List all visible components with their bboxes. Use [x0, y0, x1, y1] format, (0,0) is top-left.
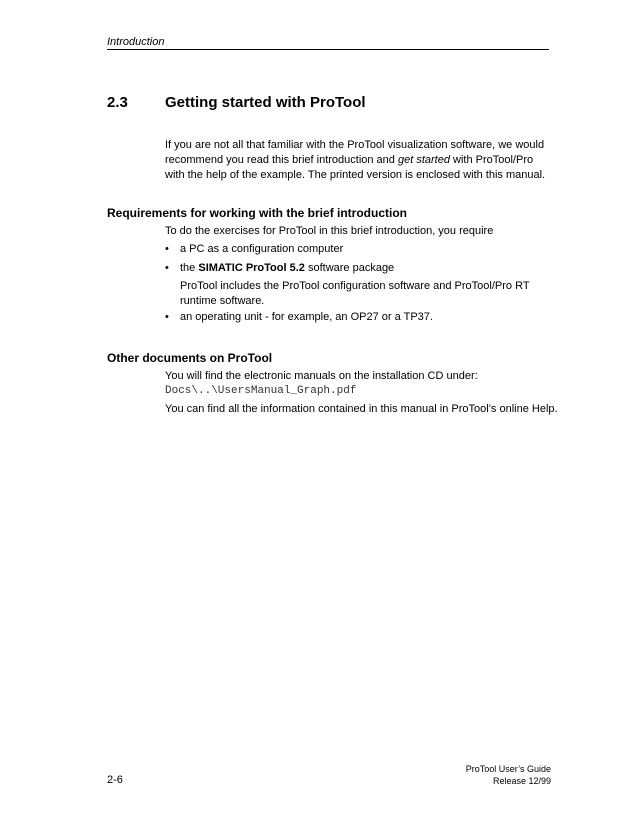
bullet-icon: • [165, 243, 169, 255]
footer-page-number: 2-6 [107, 774, 123, 786]
header-divider [107, 49, 549, 50]
manual-file-path: Docs\..\UsersManual_Graph.pdf [165, 385, 357, 397]
running-header-title: Introduction [107, 36, 165, 48]
online-help-paragraph: You can find all the information contained in this manual in ProTool’s online Help. [165, 403, 558, 415]
bullet-icon: • [165, 262, 169, 274]
footer-guide-title: ProTool User’s Guide [465, 764, 551, 774]
footer-publication-info [466, 763, 551, 787]
intro-italic-phrase: get started [397, 154, 450, 166]
other-documents-paragraph [165, 369, 555, 399]
cd-manuals-text: You will find the electronic manuals on the installation CD under: [165, 370, 478, 382]
footer-release: Release 12/99 [492, 776, 551, 786]
section-title: Getting started with ProTool [165, 94, 366, 111]
intro-text-start: If you are not all that familiar with the ProTool visualization software, we would recommend you read this brief introduction and [165, 139, 545, 166]
requirement-item-text: a PC as a configuration computer [180, 243, 344, 255]
intro-text-end: with ProTool/Pro with the help of the example. The printed version is enclosed with this manual. [165, 154, 546, 181]
section-number: 2.3 [107, 94, 128, 111]
software-suffix: software package [304, 262, 395, 274]
bullet-icon: • [165, 311, 169, 323]
software-prefix: the [180, 262, 199, 274]
software-product-name: SIMATIC ProTool 5.2 [198, 262, 305, 274]
intro-paragraph [165, 138, 555, 183]
software-note: ProTool includes the ProTool configuration software and ProTool/Pro RT runtime software. [180, 280, 530, 307]
requirement-item-text: an operating unit - for example, an OP27 or a TP37. [180, 311, 433, 323]
requirements-heading: Requirements for working with the brief introduction [107, 206, 408, 220]
requirement-item-text [180, 261, 555, 276]
other-documents-heading: Other documents on ProTool [107, 351, 273, 365]
requirements-lead: To do the exercises for ProTool in this brief introduction, you require [165, 225, 494, 237]
